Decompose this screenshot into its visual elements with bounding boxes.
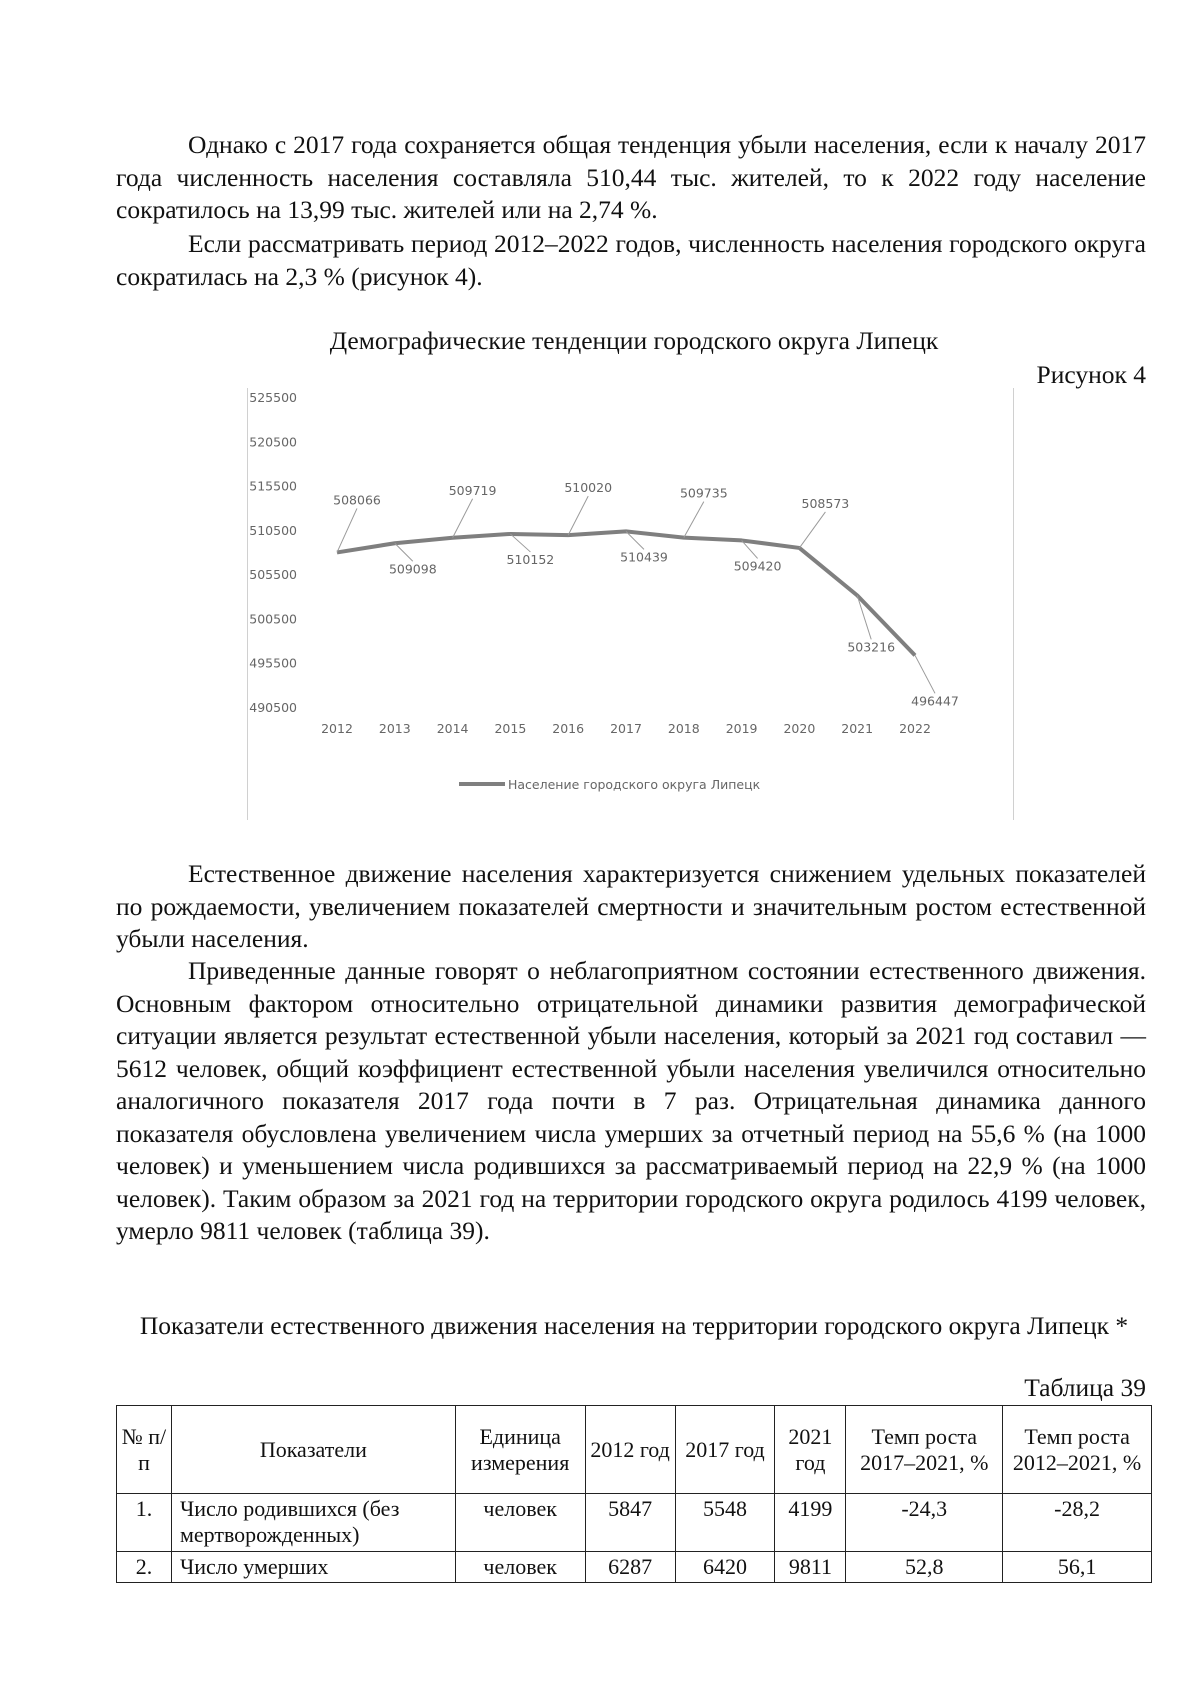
- row-value-2021: 9811: [775, 1552, 846, 1583]
- row-value-2021: 4199: [775, 1494, 846, 1552]
- y-tick-label: 500500: [249, 611, 297, 627]
- y-tick-label: 490500: [249, 700, 297, 715]
- data-label-leader: [510, 534, 530, 552]
- data-label-leader: [684, 502, 704, 538]
- row-growth-2017-2021: -24,3: [846, 1494, 1003, 1552]
- header-indicator: Показатели: [171, 1406, 455, 1494]
- data-label-leader: [337, 508, 357, 552]
- data-label-leader: [568, 496, 588, 535]
- header-growth-2012-2021: Темп роста 2012–2021, %: [1003, 1406, 1152, 1494]
- row-indicator: Число родившихся (без мертворожденных): [171, 1494, 455, 1552]
- y-tick-label: 520500: [249, 434, 297, 450]
- paragraph-period-2012-2022: Если рассматривать период 2012–2022 годов, численность населения городского округа сократилась на 2,3 % (рисунок 4).: [116, 229, 1146, 291]
- legend-label: Население городского округа Липецк: [508, 777, 761, 792]
- table-row: [117, 1552, 1152, 1583]
- y-tick-label: 525500: [249, 390, 297, 405]
- y-tick-label: 515500: [249, 478, 297, 494]
- x-tick-label: 2018: [667, 721, 700, 736]
- y-tick-label: 495500: [249, 655, 297, 671]
- header-growth-2017-2021: Темп роста 2017–2021, %: [846, 1406, 1003, 1494]
- header-2017: 2017 год: [675, 1406, 775, 1494]
- paragraph-natural-movement: Естественное движение населения характеризуется снижением удельных показателей по рождаемости, увеличением показателей смертности и значительным ростом естественной убыли населения.: [116, 859, 1146, 953]
- y-tick-label: 505500: [249, 567, 297, 583]
- table-title: Показатели естественного движения населения на территории городского округа Липецк *: [139, 1311, 1129, 1340]
- header-2012: 2012 год: [585, 1406, 675, 1494]
- data-label: 510152: [506, 551, 555, 567]
- table-header-row: [117, 1406, 1152, 1494]
- x-tick-label: 2020: [783, 721, 816, 736]
- data-label: 509098: [388, 561, 437, 577]
- x-tick-label: 2021: [841, 721, 874, 736]
- data-label-leader: [453, 499, 473, 538]
- paragraph-natural-decline-details: Приведенные данные говорят о неблагоприятном состоянии естественного движения. Основным фактором относительно отрицательной динамики развития демографической ситуации является результат естественной убыли населения, который за 2021 год составил — 5612 человек, общий коэффициент естественной убыли населения увеличился относительно аналогичного показателя 2017 года почти в 7 раз. Отрицательная динамика данного показателя обусловлена увеличением числа умерших за отчетный период на 55,6 % (на 1000 человек) и уменьшением числа родившихся за рассматриваемый период на 22,9 % (на 1000 человек). Таким образом за 2021 год на территории городского округа родилось 4199 человек, умерло 9811 человек (таблица 39).: [116, 956, 1146, 1245]
- row-value-2017: 6420: [675, 1552, 775, 1583]
- row-indicator: Число умерших: [171, 1552, 455, 1583]
- row-number: 2.: [117, 1552, 172, 1583]
- data-label: 509719: [448, 482, 497, 498]
- data-label: 508573: [801, 495, 850, 511]
- figure-title: Демографические тенденции городского округа Липецк: [329, 326, 939, 355]
- x-tick-label: 2014: [436, 721, 469, 736]
- data-label: 510439: [620, 549, 668, 565]
- population-line-chart: [247, 388, 1014, 820]
- data-label: 508066: [333, 492, 381, 508]
- y-tick-label: 510500: [249, 522, 297, 538]
- row-growth-2012-2021: 56,1: [1003, 1552, 1152, 1583]
- figure-label: Рисунок 4: [1036, 360, 1146, 389]
- data-label: 503216: [847, 639, 896, 655]
- x-tick-label: 2019: [725, 721, 758, 736]
- data-label-leader: [395, 543, 413, 561]
- row-unit: человек: [455, 1494, 585, 1552]
- row-growth-2012-2021: -28,2: [1003, 1494, 1152, 1552]
- natural-movement-table: [116, 1405, 1152, 1583]
- row-value-2012: 6287: [585, 1552, 675, 1583]
- data-label: 509735: [679, 485, 728, 501]
- data-label: 509420: [733, 558, 782, 574]
- row-value-2017: 5548: [675, 1494, 775, 1552]
- x-tick-label: 2013: [378, 721, 411, 736]
- row-number: 1.: [117, 1494, 172, 1552]
- x-tick-label: 2015: [494, 721, 527, 736]
- header-2021: 2021 год: [775, 1406, 846, 1494]
- row-growth-2017-2021: 52,8: [846, 1552, 1003, 1583]
- row-unit: человек: [455, 1552, 585, 1583]
- row-value-2012: 5847: [585, 1494, 675, 1552]
- x-tick-label: 2016: [552, 721, 585, 736]
- data-label-leader: [915, 655, 935, 693]
- header-number: № п/п: [117, 1406, 172, 1494]
- x-tick-label: 2022: [899, 721, 931, 736]
- data-label: 496447: [911, 693, 959, 709]
- x-tick-label: 2017: [610, 721, 642, 736]
- data-label: 510020: [564, 480, 613, 496]
- data-label-leader: [799, 512, 825, 548]
- table-label: Таблица 39: [1024, 1373, 1146, 1402]
- header-unit: Единица измерения: [455, 1406, 585, 1494]
- table-row: [117, 1494, 1152, 1552]
- x-tick-label: 2012: [321, 721, 353, 736]
- paragraph-population-decline: Однако с 2017 года сохраняется общая тенденция убыли населения, если к началу 2017 года численность населения составляла 510,44 тыс. жителей, то к 2022 году население сократилось на 13,99 тыс. жителей или на 2,74 %.: [116, 130, 1146, 224]
